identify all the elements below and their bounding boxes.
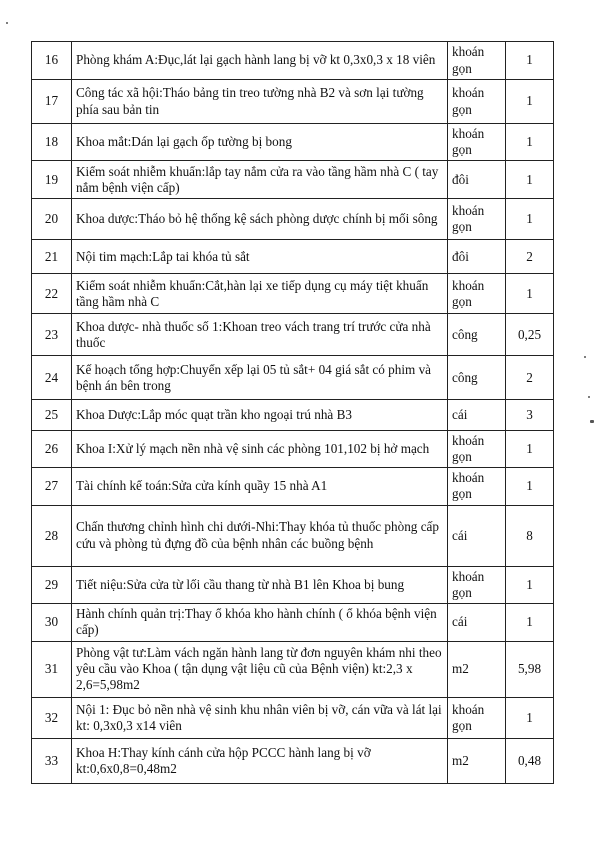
work-description: Kiểm soát nhiễm khuẩn:lắp tay nắm cửa ra vào tầng hầm nhà C ( tay nắm bệnh viện cấp)	[72, 161, 448, 199]
work-description: Khoa Dược:Lắp móc quạt trần kho ngoại trú nhà B3	[72, 400, 448, 431]
unit: khoán gọn	[448, 566, 506, 603]
unit: khoán gọn	[448, 80, 506, 124]
quantity: 1	[506, 199, 554, 240]
quantity: 1	[506, 566, 554, 603]
unit: khoán gọn	[448, 42, 506, 80]
table-row	[32, 603, 554, 641]
row-number: 16	[32, 42, 72, 80]
row-number: 20	[32, 199, 72, 240]
unit: khoán gọn	[448, 697, 506, 738]
quantity: 1	[506, 697, 554, 738]
unit: cái	[448, 603, 506, 641]
work-description: Kế hoạch tổng hợp:Chuyển xếp lại 05 tủ sắt+ 04 giá sắt có phim và bệnh án bên trong	[72, 356, 448, 400]
table-row	[32, 240, 554, 274]
table-row	[32, 124, 554, 161]
table-row	[32, 199, 554, 240]
row-number: 27	[32, 468, 72, 505]
scan-speck	[590, 420, 594, 423]
quantity: 1	[506, 124, 554, 161]
row-number: 32	[32, 697, 72, 738]
scan-speck	[6, 22, 8, 24]
unit: đôi	[448, 161, 506, 199]
work-description: Phòng vật tư:Làm vách ngăn hành lang từ đơn nguyên khám nhi theo yêu cầu vào Khoa ( tận dụng vật liệu cũ của Bệnh viện) kt:2,3 x 2,6=5,98m2	[72, 641, 448, 697]
quantity: 2	[506, 356, 554, 400]
unit: khoán gọn	[448, 468, 506, 505]
quantity: 1	[506, 431, 554, 468]
unit: cái	[448, 505, 506, 566]
quantity: 5,98	[506, 641, 554, 697]
unit: m2	[448, 738, 506, 783]
unit: cái	[448, 400, 506, 431]
table-row	[32, 356, 554, 400]
quantity: 1	[506, 161, 554, 199]
unit: công	[448, 356, 506, 400]
row-number: 17	[32, 80, 72, 124]
table-row	[32, 505, 554, 566]
table-row	[32, 566, 554, 603]
work-description: Kiểm soát nhiễm khuẩn:Cắt,hàn lại xe tiếp dụng cụ máy tiệt khuẩn tầng hầm nhà C	[72, 274, 448, 314]
work-description: Khoa mắt:Dán lại gạch ốp tường bị bong	[72, 124, 448, 161]
work-description: Nội tim mạch:Lắp tai khóa tủ sắt	[72, 240, 448, 274]
work-description: Phòng khám A:Đục,lát lại gạch hành lang bị vỡ kt 0,3x0,3 x 18 viên	[72, 42, 448, 80]
work-description: Hành chính quản trị:Thay ổ khóa kho hành chính ( ổ khóa bệnh viện cấp)	[72, 603, 448, 641]
row-number: 31	[32, 641, 72, 697]
row-number: 29	[32, 566, 72, 603]
table-row	[32, 468, 554, 505]
work-description: Khoa dược:Tháo bỏ hệ thống kệ sách phòng dược chính bị mối sông	[72, 199, 448, 240]
work-description: Chấn thương chỉnh hình chi dưới-Nhi:Thay khóa tủ thuốc phòng cấp cứu và phòng tủ đựng đồ của bệnh nhân các buồng bệnh	[72, 505, 448, 566]
work-description: Khoa I:Xử lý mạch nền nhà vệ sinh các phòng 101,102 bị hở mạch	[72, 431, 448, 468]
quantity: 1	[506, 468, 554, 505]
work-description: Tài chính kế toán:Sửa cửa kính quầy 15 nhà A1	[72, 468, 448, 505]
table-row	[32, 80, 554, 124]
table-row	[32, 42, 554, 80]
table-row	[32, 697, 554, 738]
row-number: 28	[32, 505, 72, 566]
table-row	[32, 431, 554, 468]
quantity: 8	[506, 505, 554, 566]
work-description: Công tác xã hội:Tháo bảng tin treo tường nhà B2 và sơn lại tường phía sau bản tin	[72, 80, 448, 124]
quantity: 1	[506, 80, 554, 124]
row-number: 19	[32, 161, 72, 199]
work-items-table	[31, 41, 554, 784]
row-number: 24	[32, 356, 72, 400]
quantity: 0,48	[506, 738, 554, 783]
unit: m2	[448, 641, 506, 697]
table-row	[32, 738, 554, 783]
work-description: Khoa H:Thay kính cánh cửa hộp PCCC hành lang bị vỡ kt:0,6x0,8=0,48m2	[72, 738, 448, 783]
unit: khoán gọn	[448, 274, 506, 314]
unit: đôi	[448, 240, 506, 274]
quantity: 3	[506, 400, 554, 431]
quantity: 2	[506, 240, 554, 274]
quantity: 1	[506, 42, 554, 80]
quantity: 1	[506, 603, 554, 641]
work-description: Tiết niệu:Sửa cửa từ lối cầu thang từ nhà B1 lên Khoa bị bung	[72, 566, 448, 603]
row-number: 21	[32, 240, 72, 274]
row-number: 25	[32, 400, 72, 431]
work-description: Khoa dược- nhà thuốc số 1:Khoan treo vách trang trí trước cửa nhà thuốc	[72, 314, 448, 356]
scan-speck	[588, 396, 590, 398]
row-number: 33	[32, 738, 72, 783]
unit: công	[448, 314, 506, 356]
row-number: 26	[32, 431, 72, 468]
row-number: 18	[32, 124, 72, 161]
row-number: 30	[32, 603, 72, 641]
unit: khoán gọn	[448, 431, 506, 468]
table-row	[32, 161, 554, 199]
quantity: 1	[506, 274, 554, 314]
work-description: Nội 1: Đục bỏ nền nhà vệ sinh khu nhân viên bị vỡ, cán vữa và lát lại kt: 0,3x0,3 x14 viên	[72, 697, 448, 738]
table-row	[32, 400, 554, 431]
row-number: 22	[32, 274, 72, 314]
table-row	[32, 641, 554, 697]
row-number: 23	[32, 314, 72, 356]
scan-speck	[584, 356, 586, 358]
quantity: 0,25	[506, 314, 554, 356]
unit: khoán gọn	[448, 124, 506, 161]
table-row	[32, 274, 554, 314]
unit: khoán gọn	[448, 199, 506, 240]
table-row	[32, 314, 554, 356]
